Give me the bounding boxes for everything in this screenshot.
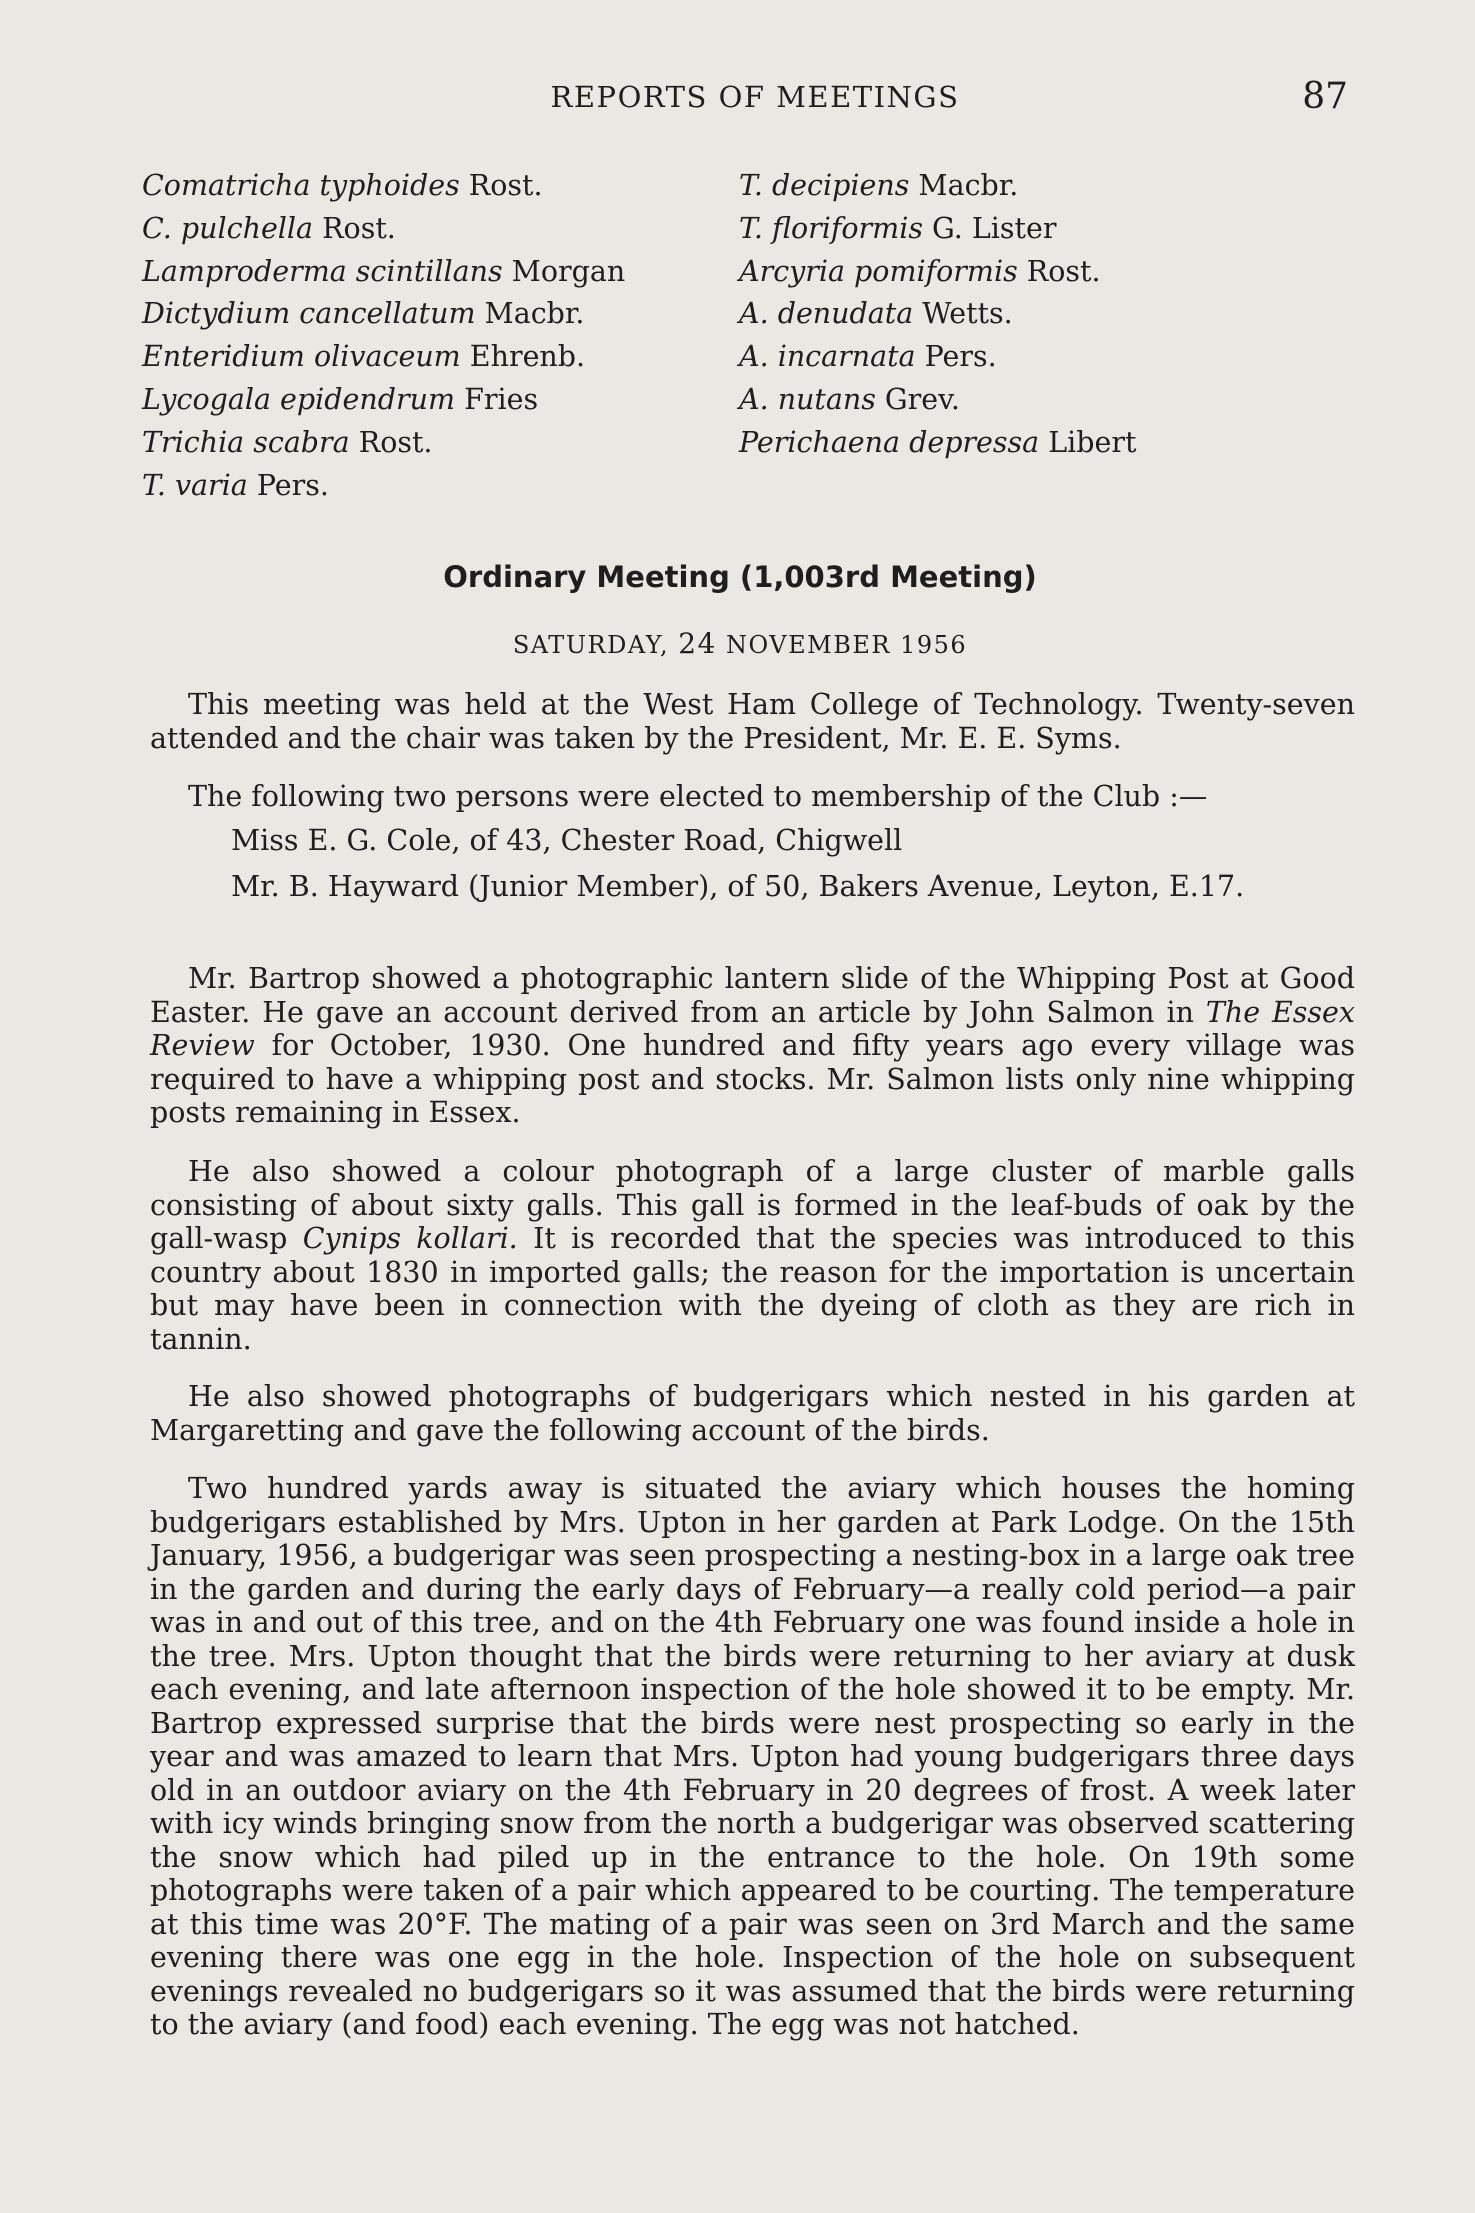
paragraph-marble-galls	[150, 1155, 1355, 1356]
species-binomial: Arcyria pomiformis	[739, 254, 1018, 288]
species-name: Cynips kollari.	[302, 1222, 518, 1255]
species-entry	[739, 422, 1339, 465]
paragraph-whipping-post	[150, 962, 1355, 1130]
paragraph-attendance: This meeting was held at the West Ham College of Technology. Twenty-seven attended and the chair was taken by the President, Mr. E. E. Syms.	[150, 688, 1355, 755]
species-binomial: Perichaena depressa	[739, 425, 1040, 459]
species-binomial: A. incarnata	[739, 340, 916, 374]
species-entry	[739, 293, 1339, 336]
species-author: Rost.	[468, 169, 543, 202]
species-binomial: T. decipiens	[739, 169, 910, 202]
species-entry	[739, 251, 1339, 294]
species-author: G. Lister	[932, 211, 1057, 245]
paragraph-text: Mr. Bartrop showed a photographic lantern slide of the Whipping Post at Good Easter. He gave an account derived from an article by John Salmon in	[150, 962, 1355, 1029]
meeting-date-day: 24	[678, 627, 717, 660]
new-member-entry: Mr. B. Hayward (Junior Member), of 50, Bakers Avenue, Leyton, E.17.	[231, 869, 1245, 903]
species-entry	[142, 165, 739, 208]
paragraph-election: The following two persons were elected to membership of the Club :—	[188, 780, 1208, 813]
paragraph-budgerigar-account: Two hundred yards away is situated the aviary which houses the homing budgerigars established by Mrs. Upton in her garden at Park Lodge. On the 15th January, 1956, a budgerigar was seen prospecting a nesting-box in a large oak tree in the garden and during the early days of February—a really cold period—a pair was in and out of this tree, and on the 4th February one was found inside a hole in the tree. Mrs. Upton thought that the birds were returning to her aviary at dusk each evening, and late afternoon inspection of the hole showed it to be empty. Mr. Bartrop expressed surprise that the birds were nest prospecting so early in the year and was amazed to learn that Mrs. Upton had young budgerigars three days old in an outdoor aviary on the 4th February in 20 degrees of frost. A week later with icy winds bringing snow from the north a budgerigar was observed scattering the snow which had piled up in the entrance to the hole. On 19th some photographs were taken of a pair which appeared to be courting. The temperature at this time was 20°F. The mating of a pair was seen on 3rd March and the same evening there was one egg in the hole. Inspection of the hole on subsequent evenings revealed no budgerigars so it was assumed that the birds were returning to the aviary (and food) each evening. The egg was not hatched.	[150, 1472, 1355, 2041]
species-entry	[142, 336, 739, 379]
species-author: Rost.	[322, 211, 396, 245]
running-title: REPORTS OF MEETINGS	[550, 80, 960, 114]
species-author: Rost.	[1026, 254, 1101, 288]
species-author: Pers.	[924, 340, 997, 374]
meeting-date-month-year: NOVEMBER 1956	[726, 631, 968, 659]
new-member-entry: Miss E. G. Cole, of 43, Chester Road, Chigwell	[231, 824, 903, 857]
species-author: Macbr.	[484, 297, 585, 331]
species-entry	[142, 251, 739, 294]
meeting-date	[140, 627, 1340, 660]
species-binomial: T. varia	[142, 468, 248, 502]
species-entry	[142, 379, 739, 422]
species-author: Libert	[1048, 425, 1137, 459]
species-list	[142, 165, 1342, 507]
new-members-list	[150, 824, 1355, 919]
species-binomial: T. floriformis	[739, 211, 923, 245]
paragraph-text: He also showed a colour photograph of a large cluster of marble galls consisting of about sixty galls. This gall is formed in the leaf-buds of oak by the gall-wasp	[150, 1155, 1355, 1255]
species-author: Wetts.	[922, 297, 1013, 331]
species-author: Macbr.	[918, 169, 1019, 202]
species-entry	[739, 465, 1339, 508]
species-binomial: Enteridium olivaceum	[142, 340, 461, 374]
species-entry	[142, 422, 739, 465]
species-binomial: Comatricha typhoides	[142, 169, 460, 202]
paragraph-text: It is recorded that the species was introduced to this country about 1830 in imported galls; the reason for the importation is uncertain but may have been in connection with the dyeing of cloth as they are rich in tannin.	[150, 1222, 1355, 1356]
species-binomial: A. denudata	[739, 297, 914, 331]
species-author: Morgan	[511, 254, 626, 288]
journal-title: The Essex Review	[150, 995, 1355, 1062]
species-author: Pers.	[256, 468, 329, 502]
species-author: Fries	[464, 382, 539, 416]
species-binomial: Dictydium cancellatum	[142, 297, 476, 331]
meeting-date-weekday: SATURDAY,	[512, 631, 670, 659]
species-binomial: Trichia scabra	[142, 425, 350, 459]
species-author: Rost.	[358, 425, 433, 459]
species-entry	[142, 465, 739, 508]
species-binomial: C. pulchella	[142, 211, 314, 245]
species-entry	[739, 336, 1339, 379]
species-author: Grev.	[884, 382, 960, 416]
page-number: 87	[1302, 76, 1348, 117]
species-entry	[739, 379, 1339, 422]
species-entry	[739, 165, 1339, 208]
species-binomial: A. nutans	[739, 382, 876, 416]
paragraph-budgerigar-photos: He also showed photographs of budgerigars which nested in his garden at Margaretting and gave the following account of the birds.	[150, 1380, 1355, 1447]
page-header	[150, 76, 1360, 126]
meeting-title: Ordinary Meeting (1,003rd Meeting)	[443, 560, 1037, 594]
species-author: Ehrenb.	[469, 340, 586, 374]
species-binomial: Lycogala epidendrum	[142, 382, 455, 416]
species-entry	[142, 293, 739, 336]
species-entry	[739, 208, 1339, 251]
species-entry	[142, 208, 739, 251]
paragraph-text: for October, 1930. One hundred and fifty years ago every village was required to have a whipping post and stocks. Mr. Salmon lists only nine whipping posts remaining in Essex.	[150, 1029, 1355, 1129]
species-binomial: Lamproderma scintillans	[142, 254, 503, 288]
